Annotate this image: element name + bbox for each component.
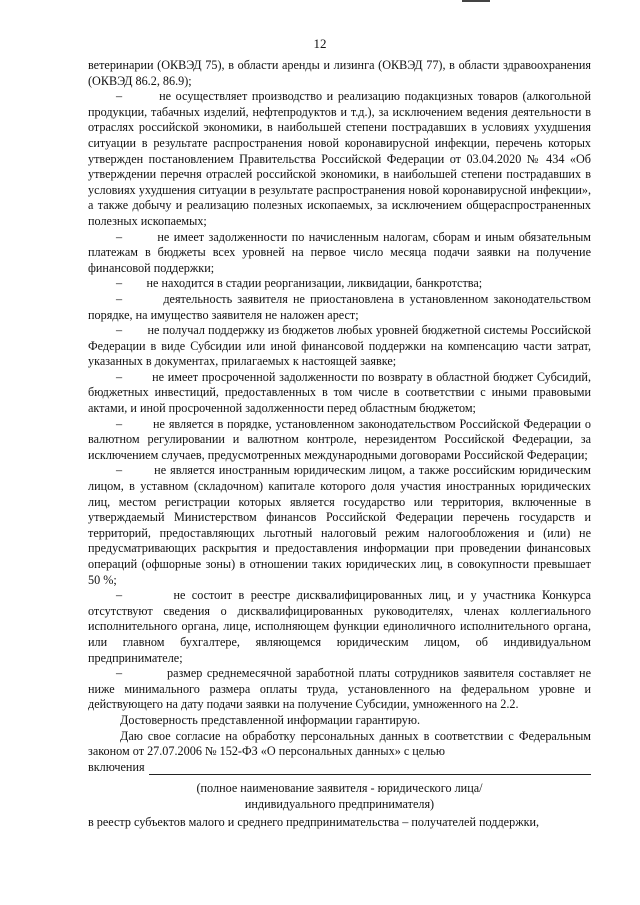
- page-number: 12: [313, 36, 327, 51]
- guarantee-paragraph: Достоверность представленной информации гарантирую.: [120, 712, 421, 727]
- consent-paragraph: Даю свое согласие на обработку персональных данных в соответствии с Федеральным законом от 27.07.2006 № 152-ФЗ «О персональных данных» с целью: [88, 728, 591, 759]
- blank-line[interactable]: [149, 763, 591, 775]
- list-item-no-prior-support: – не получал поддержку из бюджетов любых уровней бюджетной системы Российской Федерации в виде Субсидии или иной финансовой поддержки на компенсацию части затрат, указанных в документах, прилагаемых к настоящей заявке;: [88, 323, 591, 369]
- paragraph-continuation: ветеринарии (ОКВЭД 75), в области аренды и лизинга (ОКВЭД 77), в области здравоохранения (ОКВЭД 86.2, 86.9);: [88, 58, 591, 88]
- list-item-reorganization: – не находится в стадии реорганизации, ликвидации, банкротства;: [116, 276, 483, 291]
- caption-line-2: индивидуального предпринимателя): [244, 796, 435, 811]
- caption-line-1: (полное наименование заявителя - юридического лица/: [196, 781, 483, 796]
- last-line: в реестр субъектов малого и среднего предпринимательства – получателей поддержки,: [88, 814, 540, 829]
- document-body: [88, 58, 591, 830]
- list-item-tax-debt: – не имеет задолженности по начисленным налогам, сборам и иным обязательным платежам в бюджеты всех уровней на первое число месяца подачи заявки на получение финансовой поддержки;: [88, 229, 591, 275]
- list-item-salary: – размер среднемесячной заработной платы сотрудников заявителя составляет не ниже минимального размера оплаты труда, установленного на федеральном уровне и действующего на дату подачи заявки на получение Субсидии, умноженного на 2.2.: [88, 666, 591, 712]
- list-item-not-suspended: – деятельность заявителя не приостановлена в установленном законодательством порядке, на имущество заявителя не наложен арест;: [88, 291, 591, 322]
- underline-prefix: включения: [88, 759, 145, 774]
- list-item-excise: – не осуществляет производство и реализацию подакцизных товаров (алкогольной продукции, табачных изделий, нефтепродуктов и т.д.), за исключением ведения деятельности в отраслях российской экономики, в наибольшей степени пострадавших в условиях ухудшения ситуации в результате распространения новой коронавирусной инфекции, перечень которых утвержден постановлением Правительства Российской Федерации от 03.04.2020 № 434 «Об утверждении перечня отраслей российской экономики, в наибольшей степени пострадавших в условиях ухудшения ситуации в результате распространения новой коронавирусной инфекции», а также добычу и реализацию полезных ископаемых, за исключением общераспространенных полезных ископаемых;: [88, 89, 591, 228]
- list-item-no-overdue: – не имеет просроченной задолженности по возврату в областной бюджет Субсидий, бюджетных инвестиций, предоставленных в том числе в соответствии с иными правовыми актами, и иной просроченной задолженности перед областным бюджетом;: [88, 369, 591, 416]
- applicant-name-field[interactable]: [88, 760, 591, 776]
- field-caption: [88, 781, 591, 812]
- scan-artifact-mark: [462, 0, 490, 2]
- list-item-foreign-entity: – не является иностранным юридическим лицом, а также российским юридическим лицом, в уставном (складочном) капитале которого доля участия иностранных юридических лиц, местом регистрации которых является государство или территория, включенные в утверждаемый Министерством финансов Российской Федерации перечень государств и территорий, предоставляющих льготный налоговый режим налогообложения и (или) не предусматривающих раскрытия и предоставления информации при проведении финансовых операций (офшорные зоны) в отношении таких юридических лиц, в совокупности превышает 50 %;: [88, 463, 591, 587]
- list-item-non-resident: – не является в порядке, установленном законодательством Российской Федерации о валютном регулировании и валютном контроле, нерезидентом Российской Федерации, за исключением случаев, предусмотренных международными договорами Российской Федерации;: [88, 416, 591, 462]
- list-item-disqualified: – не состоит в реестре дисквалифицированных лиц, и у участника Конкурса отсутствуют сведения о дисквалифицированных руководителях, членах коллегиального исполнительного органа, лице, исполняющем функции единоличного исполнительного органа, или главном бухгалтере, являющемся юридическим лицом, об индивидуальном предпринимателе;: [88, 588, 591, 665]
